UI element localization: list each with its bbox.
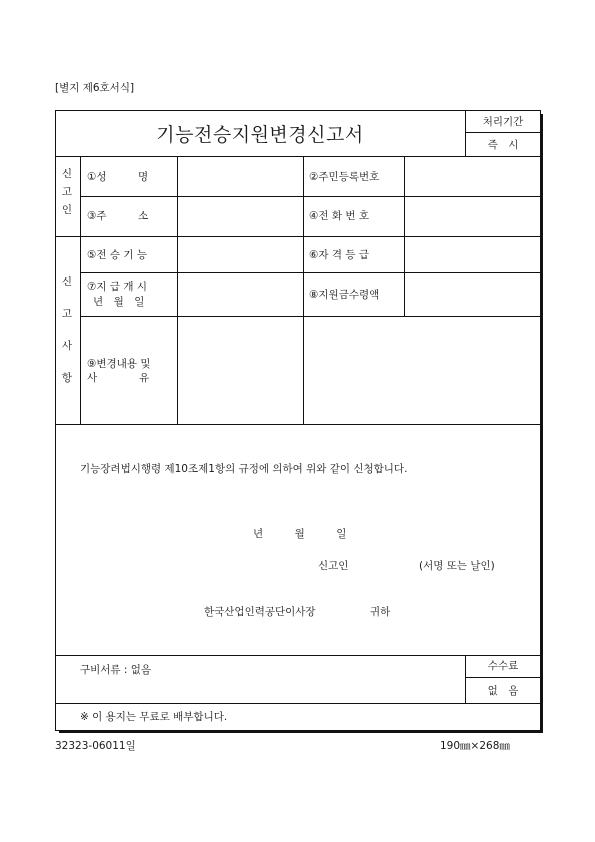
group-declarant-3: 인 (61, 204, 73, 216)
payment-start-field[interactable] (178, 273, 303, 316)
signature-note[interactable]: (서명 또는 날인) (419, 560, 495, 572)
resident-number-field[interactable] (405, 157, 540, 196)
form-number-label: [별지 제6호서식] (55, 82, 135, 94)
group-report-1: 신 (61, 276, 73, 288)
phone-field[interactable] (405, 197, 540, 236)
required-documents: 구비서류 : 없음 (80, 664, 152, 676)
col-line (80, 156, 81, 424)
name-field[interactable] (178, 157, 303, 196)
label-resident-number: ②주민등록번호 (309, 171, 380, 183)
group-declarant-1: 신 (61, 168, 73, 180)
period-divider (465, 132, 541, 133)
label-qualification-grade: ⑥자 격 등 급 (309, 249, 369, 261)
label-change-2: 사 유 (87, 372, 150, 384)
label-address: ③주 소 (87, 210, 149, 222)
addressee-suffix: 귀하 (370, 606, 391, 618)
label-phone: ④전 화 번 호 (309, 210, 369, 222)
processing-period-label: 처리기간 (482, 116, 524, 128)
label-payment-start-1: ⑦지 급 개 시 (87, 281, 147, 293)
fee-value: 없 음 (487, 685, 519, 697)
row-line (55, 703, 541, 704)
fee-label: 수수료 (487, 660, 519, 672)
processing-period-value: 즉 시 (487, 139, 519, 151)
row-line (55, 424, 541, 425)
date-line[interactable]: 년 월 일 (253, 528, 347, 540)
row-line (55, 655, 541, 656)
group-report-4: 항 (61, 372, 73, 384)
transmission-skill-field[interactable] (178, 237, 303, 272)
form-title: 기능전승지원변경신고서 (156, 124, 364, 146)
change-content-field[interactable] (178, 317, 303, 424)
label-transmission-skill: ⑤전 승 기 능 (87, 249, 147, 261)
fee-divider (465, 677, 541, 678)
group-report-2: 고 (61, 308, 73, 320)
group-declarant-2: 고 (61, 186, 73, 198)
label-grant-items: ⑧지원금수령액 (309, 289, 380, 301)
qualification-grade-field[interactable] (405, 237, 540, 272)
declarant-label: 신고인 (318, 560, 349, 572)
label-payment-start-2: 년 월 일 (93, 296, 145, 308)
label-change-1: ⑨변경내용 및 (87, 358, 151, 370)
statement-text: 기능장려법시행령 제10조제1항의 규정에 의하여 위와 같이 신청합니다. (80, 463, 408, 475)
footnote: ※ 이 용지는 무료로 배부합니다. (80, 711, 228, 723)
paper-size: 190㎜×268㎜ (440, 740, 510, 752)
form-code: 32323-06011일 (55, 740, 136, 752)
grant-items-field[interactable] (405, 273, 540, 316)
addressee: 한국산업인력공단이사장 (204, 606, 316, 618)
label-name: ①성 명 (87, 171, 149, 183)
address-field[interactable] (178, 197, 303, 236)
group-report-3: 사 (61, 340, 73, 352)
change-reason-field[interactable] (304, 317, 540, 424)
